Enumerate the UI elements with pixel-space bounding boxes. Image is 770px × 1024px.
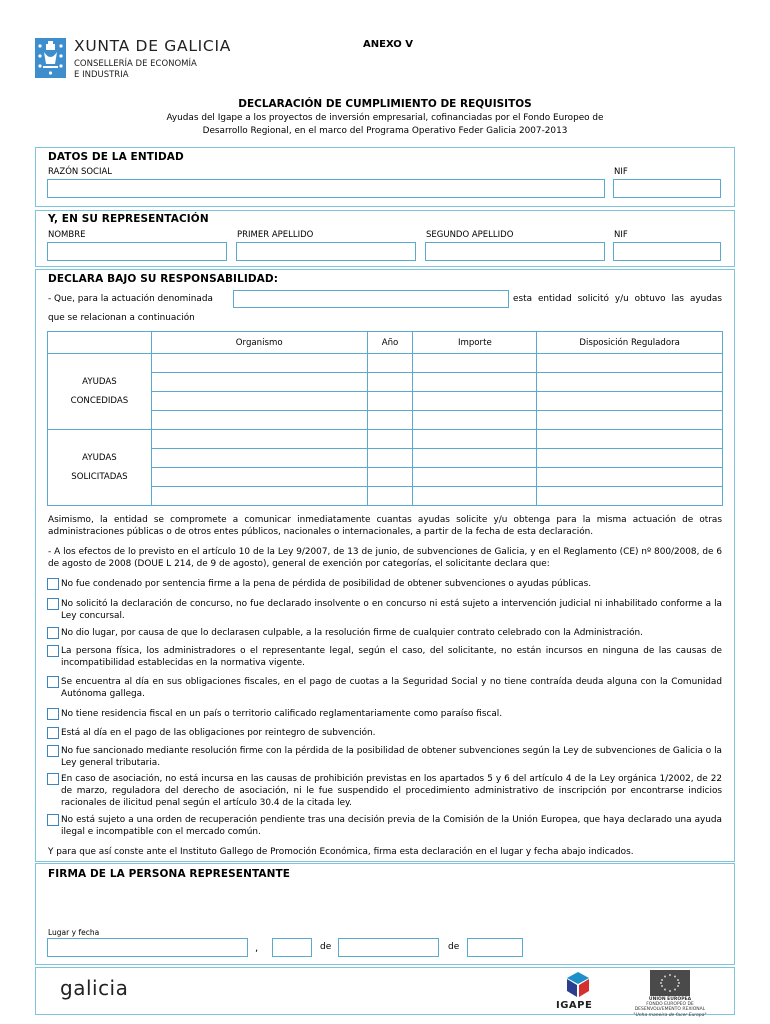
ayudas-concedidas-label: AYUDAS CONCEDIDAS <box>48 354 152 430</box>
entity-nif-label: NIF <box>614 167 628 177</box>
check-8-text: No fue sancionado mediante resolución firme con la pérdida de la posibilidad de obtener subvenciones según la Ley de subvenciones de Galicia o la Ley general tributaria. <box>61 746 722 769</box>
table-cell[interactable] <box>537 354 723 373</box>
table-cell[interactable] <box>537 487 723 506</box>
nombre-label: NOMBRE <box>48 230 86 240</box>
table-cell[interactable] <box>413 373 537 392</box>
table-cell[interactable] <box>151 411 367 430</box>
header-organismo: Organismo <box>151 332 367 354</box>
check-7[interactable] <box>47 727 59 739</box>
actuacion-line2: que se relacionan a continuación <box>48 313 195 323</box>
table-cell[interactable] <box>537 411 723 430</box>
closing-paragraph: Y para que así conste ante el Instituto Gallego de Promoción Económica, firma esta declaración en el lugar y fecha abajo indicados. <box>48 847 634 857</box>
lugar-input[interactable] <box>47 938 248 957</box>
table-cell[interactable] <box>537 430 723 449</box>
table-cell[interactable] <box>151 468 367 487</box>
aids-corner-cell <box>48 332 152 354</box>
check-7-text: Está al día en el pago de las obligaciones por reintegro de subvención. <box>61 728 376 738</box>
igape-logo-text: IGAPE <box>556 1000 593 1011</box>
table-cell[interactable] <box>367 449 413 468</box>
year-input[interactable] <box>467 938 523 957</box>
annex-label: ANEXO V <box>363 39 414 50</box>
table-cell[interactable] <box>413 392 537 411</box>
nombre-input[interactable] <box>47 242 227 261</box>
conselleria-name: CONSELLERÍA DE ECONOMÍA E INDUSTRIA <box>74 59 197 80</box>
check-5[interactable] <box>47 676 59 688</box>
check-3-text: No dio lugar, por causa de que lo declarasen culpable, a la resolución firme de cualquier contrato celebrado con la Administración. <box>61 628 643 638</box>
check-1[interactable] <box>47 578 59 590</box>
razon-social-input[interactable] <box>47 179 605 198</box>
de-label-2: de <box>448 942 460 952</box>
signature-section-title: FIRMA DE LA PERSONA REPRESENTANTE <box>48 868 291 880</box>
check-10-text: No está sujeto a una orden de recuperación pendiente tras una decisión previa de la Comisión de la Unión Europea, que haya declarado una ayuda ilegal e incompatible con el mercado común. <box>61 815 722 838</box>
check-2[interactable] <box>47 598 59 610</box>
entity-nif-input[interactable] <box>613 179 721 198</box>
table-cell[interactable] <box>367 430 413 449</box>
rep-nif-input[interactable] <box>613 242 721 261</box>
table-cell[interactable] <box>413 487 537 506</box>
actuacion-prefix: - Que, para la actuación denominada <box>48 294 213 304</box>
month-input[interactable] <box>338 938 439 957</box>
eu-flag-icon <box>650 970 690 996</box>
primer-apellido-input[interactable] <box>236 242 416 261</box>
table-cell[interactable] <box>151 392 367 411</box>
table-cell[interactable] <box>151 354 367 373</box>
table-cell[interactable] <box>537 449 723 468</box>
representative-section-title: Y, EN SU REPRESENTACIÓN <box>48 213 209 225</box>
table-cell[interactable] <box>413 449 537 468</box>
asimismo-paragraph: Asimismo, la entidad se compromete a comunicar inmediatamente cuantas ayudas solicite y/u obtenga para la misma actuación de otras administraciones públicas o de otros entes públicos, nacionales o internacionales, a partir de la fecha de esta declaración. <box>48 515 722 538</box>
check-8[interactable] <box>47 745 59 757</box>
check-10[interactable] <box>47 814 59 826</box>
segundo-apellido-input[interactable] <box>425 242 605 261</box>
igape-logo-icon <box>560 971 596 999</box>
aids-table <box>47 331 723 506</box>
check-4[interactable] <box>47 645 59 657</box>
check-4-text: La persona física, los administradores o el representante legal, según el caso, del solicitante, no están incursos en ninguna de las causas de incompatibilidad establecidas en la normativa vigente. <box>61 646 722 669</box>
check-9[interactable] <box>47 773 59 785</box>
check-2-text: No solicitó la declaración de concurso, no fue declarado insolvente o en concurso ni está sujeto a intervención judicial ni inhabilitado conforme a la Ley concursal. <box>61 599 722 622</box>
comma-separator: , <box>255 943 259 954</box>
table-cell[interactable] <box>367 373 413 392</box>
table-cell[interactable] <box>537 373 723 392</box>
table-cell[interactable] <box>367 354 413 373</box>
document-subtitle: Ayudas del Igape a los proyectos de inversión empresarial, cofinanciadas por el Fondo Europeo de Desarrollo Regional, en el marco del Programa Operativo Feder Galicia 2007-2013 <box>166 113 604 136</box>
check-6-text: No tiene residencia fiscal en un país o territorio calificado reglamentariamente como paraíso fiscal. <box>61 709 503 719</box>
table-cell[interactable] <box>151 373 367 392</box>
table-cell[interactable] <box>367 468 413 487</box>
declaration-section-title: DECLARA BAJO SU RESPONSABILIDAD: <box>48 273 279 285</box>
de-label-1: de <box>320 942 332 952</box>
table-cell[interactable] <box>413 468 537 487</box>
check-6[interactable] <box>47 708 59 720</box>
table-cell[interactable] <box>413 411 537 430</box>
table-cell[interactable] <box>367 411 413 430</box>
header-ano: Año <box>367 332 413 354</box>
table-cell[interactable] <box>413 354 537 373</box>
check-5-text: Se encuentra al día en sus obligaciones fiscales, en el pago de cuotas a la Seguridad Social y no tiene contraída deuda alguna con la Comunidad Autónoma gallega. <box>61 677 722 700</box>
check-3[interactable] <box>47 627 59 639</box>
org-name: XUNTA DE GALICIA <box>74 37 232 55</box>
table-cell[interactable] <box>151 487 367 506</box>
day-input[interactable] <box>272 938 312 957</box>
check-9-text: En caso de asociación, no está incursa en las causas de prohibición previstas en los apartados 5 y 6 del artículo 4 de la Ley orgánica 1/2002, de 22 de marzo, reguladora del derecho de asociación, ni le fue suspendido el procedimiento administrativo de inscripción por encontrarse indicios racionales de ilicitud penal según el artículo 30.4 de la citada ley. <box>61 774 722 809</box>
document-title: DECLARACIÓN DE CUMPLIMIENTO DE REQUISITOS <box>238 98 532 110</box>
efectos-paragraph: - A los efectos de lo previsto en el artículo 10 de la Ley 9/2007, de 13 de junio, de subvenciones de Galicia, y en el Reglamento (CE) nº 800/2008, de 6 de agosto de 2008 (DOUE L 214, de 9 de agosto), general de exención por categorías, el solicitante declara que: <box>48 547 722 570</box>
actuacion-suffix: esta entidad solicitó y/u obtuvo las ayudas <box>513 294 722 304</box>
razon-social-label: RAZÓN SOCIAL <box>48 167 113 177</box>
table-cell[interactable] <box>367 392 413 411</box>
header-disposicion: Disposición Reguladora <box>537 332 723 354</box>
actuacion-input[interactable] <box>233 290 509 308</box>
segundo-apellido-label: SEGUNDO APELLIDO <box>426 230 514 240</box>
eu-text: UNIÓN EUROPEA FONDO EUROPEO DE DESENVOLVEMENTO REXIONAL "Unha maneira de facer Europa" <box>633 997 707 1018</box>
table-cell[interactable] <box>367 487 413 506</box>
check-1-text: No fue condenado por sentencia firme a la pena de pérdida de posibilidad de obtener subvenciones o ayudas públicas. <box>61 579 592 589</box>
galicia-logo: galicia <box>60 976 129 1000</box>
table-cell[interactable] <box>151 430 367 449</box>
table-cell[interactable] <box>537 468 723 487</box>
ayudas-solicitadas-label: AYUDAS SOLICITADAS <box>48 430 152 506</box>
xunta-shield-logo <box>35 38 66 78</box>
header-importe: Importe <box>413 332 537 354</box>
entity-section-title: DATOS DE LA ENTIDAD <box>48 151 184 163</box>
table-cell[interactable] <box>151 449 367 468</box>
primer-apellido-label: PRIMER APELLIDO <box>237 230 314 240</box>
table-cell[interactable] <box>537 392 723 411</box>
rep-nif-label: NIF <box>614 230 628 240</box>
table-cell[interactable] <box>413 430 537 449</box>
lugar-fecha-label: Lugar y fecha <box>48 928 100 937</box>
